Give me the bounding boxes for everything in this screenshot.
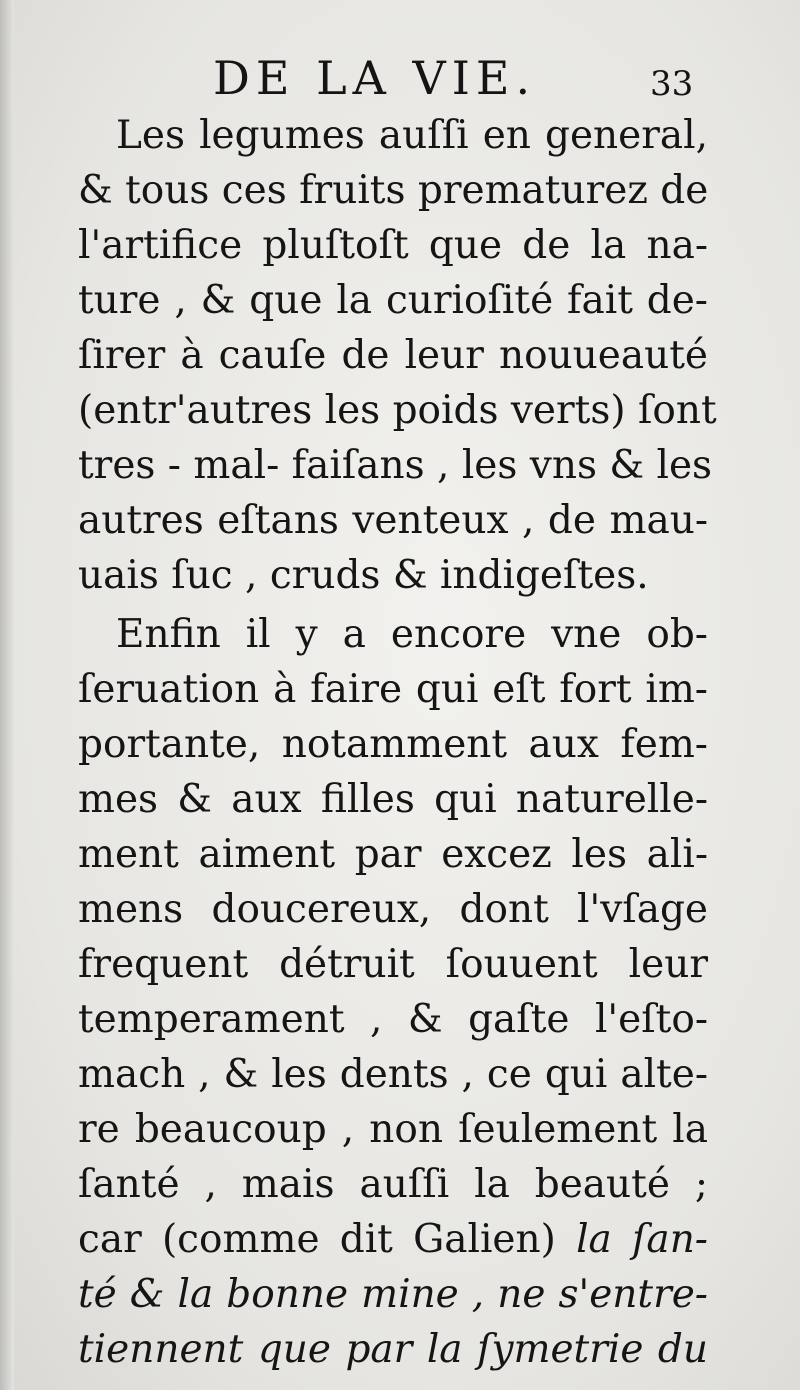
text-line: ſirer à cauſe de leur nouueauté [78, 333, 708, 378]
text-line: mes & aux filles qui naturelle- [78, 777, 708, 822]
text-line: re beaucoup , non ſeulement la [78, 1107, 708, 1152]
text-line: mens doucereux, dont l'vſage [78, 887, 708, 932]
text-line: ment aiment par excez les ali- [78, 832, 708, 877]
text-line: frequent détruit ſouuent leur [78, 942, 708, 987]
text-line-italic: tiennent que par la ſymetrie du [78, 1327, 708, 1372]
text-line: Enfin il y a encore vne ob- [116, 612, 708, 657]
text-line: l'artifice pluſtoſt que de la na- [78, 223, 708, 268]
text-line: (entr'autres les poids verts) ſont [78, 388, 717, 433]
text-line: temperament , & gaſte l'eſto- [78, 997, 708, 1042]
text-line: portante, notamment aux fem- [78, 722, 708, 767]
text-line: autres eſtans venteux , de mau- [78, 498, 708, 543]
text-line: tres - mal- faiſans , les vns & les [78, 443, 713, 488]
body-text [78, 108, 717, 1377]
text-line-mixed [78, 1212, 708, 1267]
text-italic-segment: la ſan- [576, 1217, 708, 1262]
text-line-italic: té & la bonne mine , ne s'entre- [78, 1272, 708, 1317]
running-head [0, 50, 800, 110]
binding-shadow [0, 0, 14, 1390]
text-line: ture , & que la curioſité fait de- [78, 278, 708, 323]
running-title: DE LA VIE. [213, 51, 537, 105]
text-line: ſanté , mais auſſi la beauté ; [78, 1162, 708, 1207]
page-number: 33 [650, 64, 694, 104]
text-line: Les legumes auſſi en general, [116, 113, 708, 158]
text-line: mach , & les dents , ce qui alte- [78, 1052, 708, 1097]
text-line: uais ſuc , cruds & indigeſtes. [78, 553, 649, 598]
paragraph-2 [78, 607, 708, 1377]
text-roman-segment: car (comme dit Galien) [78, 1217, 556, 1262]
text-line: & tous ces fruits prematurez de [78, 168, 709, 213]
text-line: ſeruation à faire qui eſt fort im- [78, 667, 708, 712]
paragraph-1 [78, 108, 717, 603]
